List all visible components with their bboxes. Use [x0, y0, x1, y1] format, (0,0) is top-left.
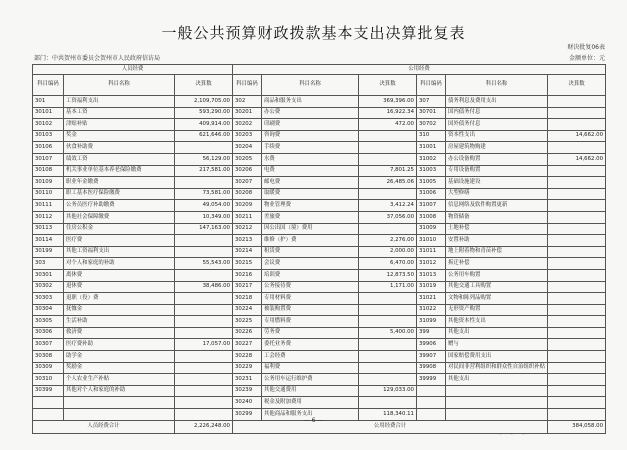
cell-name: 电费 — [262, 165, 359, 177]
cell-name: 公务接待费 — [262, 281, 359, 293]
table-row — [33, 142, 606, 154]
cell-code: 30211 — [233, 211, 262, 223]
cell-code: 30215 — [233, 258, 262, 270]
cell-name: 咨询费 — [262, 130, 359, 142]
cell-name: 其他交通费用 — [262, 385, 359, 397]
cell-code: 31019 — [417, 281, 446, 293]
cell-amount — [359, 293, 417, 305]
cell-amount — [548, 258, 606, 270]
cell-code: 30228 — [233, 351, 262, 363]
cell-code: 30310 — [33, 374, 64, 386]
table-row — [33, 362, 606, 374]
cell-name: 退休费 — [64, 281, 175, 293]
cell-name: 公务用车运行维护费 — [262, 374, 359, 386]
cell-name: 其他交通工具购置 — [446, 281, 548, 293]
cell-amount — [175, 351, 233, 363]
cell-name: 委托业务费 — [262, 339, 359, 351]
cell-name: 工资福利支出 — [64, 96, 175, 108]
cell-code: 30306 — [33, 327, 64, 339]
cell-name: 其他社会保障缴费 — [64, 211, 175, 223]
cell-code: 30231 — [233, 374, 262, 386]
cell-name — [64, 397, 175, 409]
cell-name: 职业年金缴费 — [64, 177, 175, 189]
cell-code: 30224 — [233, 304, 262, 316]
cell-name: 水费 — [262, 153, 359, 165]
cell-name: 劳务费 — [262, 327, 359, 339]
public-header: 公用经费 — [233, 65, 606, 75]
cell-name: 其他工资福利支出 — [64, 246, 175, 258]
cell-name: 会议费 — [262, 258, 359, 270]
page-number: — 6 — — [303, 417, 324, 424]
cell-amount: 6,470.00 — [359, 258, 417, 270]
cell-name: 住房公积金 — [64, 223, 175, 235]
cell-amount — [548, 200, 606, 212]
cell-amount: 12,873.50 — [359, 269, 417, 281]
col-name-header: 科目名称 — [262, 75, 359, 96]
cell-code: 30103 — [33, 130, 64, 142]
cell-code: 30302 — [33, 281, 64, 293]
cell-amount — [175, 142, 233, 154]
cell-amount — [175, 304, 233, 316]
cell-code: 30303 — [33, 293, 64, 305]
cell-name: 办公设备购置 — [446, 153, 548, 165]
cell-amount — [175, 177, 233, 189]
cell-code: 30304 — [33, 304, 64, 316]
cell-amount — [359, 397, 417, 409]
cell-name: 生活补助 — [64, 316, 175, 328]
cell-code: 30309 — [33, 362, 64, 374]
cell-amount — [548, 351, 606, 363]
cell-code: 39999 — [417, 374, 446, 386]
cell-name: 对个人和家庭的补助 — [64, 258, 175, 270]
cell-amount — [359, 304, 417, 316]
cell-code: 30106 — [33, 142, 64, 154]
cell-amount — [548, 177, 606, 189]
cell-amount: 14,662.00 — [548, 130, 606, 142]
cell-amount — [548, 269, 606, 281]
cell-amount — [359, 223, 417, 235]
table-row — [33, 246, 606, 258]
table-row — [33, 269, 606, 281]
cell-name: 离休费 — [64, 269, 175, 281]
cell-amount: 118,340.11 — [359, 409, 417, 421]
cell-code: 30701 — [417, 107, 446, 119]
cell-amount — [548, 339, 606, 351]
cell-name: 基本工资 — [64, 107, 175, 119]
cell-name: 租赁费 — [262, 246, 359, 258]
cell-code: 30308 — [33, 351, 64, 363]
cell-code: 31002 — [417, 153, 446, 165]
cell-code: 302 — [233, 96, 262, 108]
cell-code: 30218 — [233, 293, 262, 305]
cell-amount — [359, 374, 417, 386]
col-code-header: 科目编码 — [33, 75, 64, 96]
cell-code: 30204 — [233, 142, 262, 154]
cell-code: 30202 — [233, 119, 262, 131]
cell-amount — [548, 362, 606, 374]
cell-code: 30239 — [233, 385, 262, 397]
cell-name: 资本性支出 — [446, 130, 548, 142]
cell-amount: 38,486.00 — [175, 281, 233, 293]
document-title: 一般公共预算财政拨款基本支出决算批复表 — [161, 24, 466, 42]
cell-amount — [175, 293, 233, 305]
cell-code: 30214 — [233, 246, 262, 258]
cell-code: 30201 — [233, 107, 262, 119]
col-name-header: 科目名称 — [64, 75, 175, 96]
cell-name: 救济费 — [64, 327, 175, 339]
cell-code — [33, 397, 64, 409]
cell-name: 其他支出 — [446, 374, 548, 386]
table-row — [33, 96, 606, 108]
cell-amount: 5,400.00 — [359, 327, 417, 339]
cell-amount — [175, 235, 233, 247]
cell-code: 31007 — [417, 200, 446, 212]
cell-code: 31009 — [417, 223, 446, 235]
cell-amount — [548, 327, 606, 339]
table-row — [33, 223, 606, 235]
cell-amount: 26,485.06 — [359, 177, 417, 189]
cell-code: 30226 — [233, 327, 262, 339]
cell-code: 31010 — [417, 235, 446, 247]
cell-name: 差旅费 — [262, 211, 359, 223]
cell-amount — [548, 211, 606, 223]
cell-code: 30213 — [233, 235, 262, 247]
cell-name: 拆迁补偿 — [446, 258, 548, 270]
cell-amount — [548, 119, 606, 131]
cell-code: 30199 — [33, 246, 64, 258]
cell-name: 无形资产购置 — [446, 304, 548, 316]
col-code-header: 科目编码 — [233, 75, 262, 96]
personnel-total-value: 2,226,248.00 — [175, 420, 233, 433]
cell-name: 退职（役）费 — [64, 293, 175, 305]
cell-amount: 16,922.34 — [359, 107, 417, 119]
col-amount-header: 决算数 — [359, 75, 417, 96]
cell-code: 30209 — [233, 200, 262, 212]
cell-amount — [548, 293, 606, 305]
cell-name: 津贴补贴 — [64, 119, 175, 131]
cell-code: 30203 — [233, 130, 262, 142]
cell-amount — [359, 188, 417, 200]
cell-code: 30112 — [33, 211, 64, 223]
cell-name: 其他资本性支出 — [446, 316, 548, 328]
cell-code: 30227 — [233, 339, 262, 351]
cell-amount — [175, 374, 233, 386]
cell-amount — [548, 281, 606, 293]
cell-amount — [175, 362, 233, 374]
scan-marks: · · · — [500, 432, 528, 438]
cell-name: 公务员医疗补助缴费 — [64, 200, 175, 212]
cell-amount — [359, 362, 417, 374]
table-row — [33, 153, 606, 165]
cell-amount — [175, 269, 233, 281]
cell-name: 国家赔偿费用支出 — [446, 351, 548, 363]
cell-amount — [548, 316, 606, 328]
table-code: 财決批复06表 — [567, 44, 605, 51]
cell-name: 地上附着物和青苗补偿 — [446, 246, 548, 258]
cell-code: 31022 — [417, 304, 446, 316]
cell-code — [417, 385, 446, 397]
cell-code: 30205 — [233, 153, 262, 165]
personnel-total-label: 人员经费合计 — [33, 420, 175, 433]
cell-amount: 10,349.00 — [175, 211, 233, 223]
cell-name: 国外债务付息 — [446, 119, 548, 131]
cell-name: 个人农业生产补贴 — [64, 374, 175, 386]
cell-amount: 147,163.00 — [175, 223, 233, 235]
cell-code: 31001 — [417, 142, 446, 154]
cell-code: 30113 — [33, 223, 64, 235]
cell-code: 39906 — [417, 339, 446, 351]
cell-code — [417, 397, 446, 409]
cell-code: 39908 — [417, 362, 446, 374]
cell-name: 手续费 — [262, 142, 359, 154]
cell-name: 培训费 — [262, 269, 359, 281]
table-row — [33, 211, 606, 223]
cell-name: 其他支出 — [446, 327, 548, 339]
cell-amount — [175, 385, 233, 397]
cell-name: 工会经费 — [262, 351, 359, 363]
cell-code: 30109 — [33, 177, 64, 189]
cell-code: 31011 — [417, 246, 446, 258]
cell-amount: 56,129.00 — [175, 153, 233, 165]
cell-name: 印刷费 — [262, 119, 359, 131]
cell-amount: 49,054.00 — [175, 200, 233, 212]
cell-code: 31006 — [417, 188, 446, 200]
col-amount-header: 决算数 — [175, 75, 233, 96]
cell-name: 取暖费 — [262, 188, 359, 200]
cell-name: 专用燃料费 — [262, 316, 359, 328]
cell-code: 31021 — [417, 293, 446, 305]
cell-amount: 129,033.00 — [359, 385, 417, 397]
cell-amount — [548, 107, 606, 119]
cell-name: 商品和服务支出 — [262, 96, 359, 108]
cell-amount — [359, 316, 417, 328]
cell-amount: 217,581.00 — [175, 165, 233, 177]
table-row — [33, 235, 606, 247]
cell-amount — [175, 397, 233, 409]
cell-amount — [359, 130, 417, 142]
cell-code: 30114 — [33, 235, 64, 247]
cell-amount — [359, 153, 417, 165]
cell-amount — [548, 235, 606, 247]
cell-amount — [548, 304, 606, 316]
cell-amount — [175, 246, 233, 258]
cell-amount: 55,543.00 — [175, 258, 233, 270]
cell-name: 大型修缮 — [446, 188, 548, 200]
table-row — [33, 130, 606, 142]
cell-name: 伙食补助费 — [64, 142, 175, 154]
cell-name: 赠与 — [446, 339, 548, 351]
cell-code: 31099 — [417, 316, 446, 328]
table-row — [33, 177, 606, 189]
cell-amount: 593,290.00 — [175, 107, 233, 119]
cell-code: 31008 — [417, 211, 446, 223]
cell-amount — [359, 351, 417, 363]
cell-name — [446, 397, 548, 409]
cell-code: 30206 — [233, 165, 262, 177]
cell-code: 301 — [33, 96, 64, 108]
cell-name: 职工基本医疗保险缴费 — [64, 188, 175, 200]
cell-code: 30107 — [33, 153, 64, 165]
cell-code: 30305 — [33, 316, 64, 328]
cell-code: 307 — [417, 96, 446, 108]
cell-name: 基础设施建设 — [446, 177, 548, 189]
cell-amount: 1,171.00 — [359, 281, 417, 293]
cell-amount: 472.00 — [359, 119, 417, 131]
cell-amount: 17,057.00 — [175, 339, 233, 351]
cell-name: 办公费 — [262, 107, 359, 119]
cell-amount — [548, 223, 606, 235]
cell-name: 物业管理费 — [262, 200, 359, 212]
cell-code: 30212 — [233, 223, 262, 235]
cell-amount: 2,276.00 — [359, 235, 417, 247]
cell-code: 30702 — [417, 119, 446, 131]
cell-code: 30207 — [233, 177, 262, 189]
cell-amount: 369,396.00 — [359, 96, 417, 108]
cell-amount: 14,662.00 — [548, 153, 606, 165]
col-name-header: 科目名称 — [446, 75, 548, 96]
department-label: 部门：中共贺州市委员会贺州市人民政府信访局 — [34, 55, 161, 62]
table-row — [33, 351, 606, 363]
cell-amount — [359, 339, 417, 351]
cell-amount — [548, 397, 606, 409]
cell-code: 30225 — [233, 316, 262, 328]
cell-code: 30108 — [33, 165, 64, 177]
table-row — [33, 316, 606, 328]
table-row — [33, 107, 606, 119]
table-row — [33, 304, 606, 316]
cell-code: 31005 — [417, 177, 446, 189]
table-row — [33, 293, 606, 305]
cell-code: 399 — [417, 327, 446, 339]
cell-name: 土地补偿 — [446, 223, 548, 235]
cell-name — [446, 385, 548, 397]
cell-amount: 2,109,705.00 — [175, 96, 233, 108]
table-row — [33, 188, 606, 200]
table-row — [33, 339, 606, 351]
cell-amount: 73,581.00 — [175, 188, 233, 200]
table-row — [33, 327, 606, 339]
cell-name: 物资储备 — [446, 211, 548, 223]
cell-code: 30307 — [33, 339, 64, 351]
public-total-label: 公用经费合计 — [233, 420, 548, 433]
cell-code: 31012 — [417, 258, 446, 270]
cell-name: 国内债务付息 — [446, 107, 548, 119]
cell-name: 维修（护）费 — [262, 235, 359, 247]
cell-name: 信息网络及软件购置更新 — [446, 200, 548, 212]
cell-code: 30102 — [33, 119, 64, 131]
personnel-header: 人员经费 — [33, 65, 233, 75]
cell-amount: 7,801.25 — [359, 165, 417, 177]
cell-name: 税金及附加费用 — [262, 397, 359, 409]
col-amount-header: 决算数 — [548, 75, 606, 96]
cell-name: 被装购置费 — [262, 304, 359, 316]
cell-amount — [359, 142, 417, 154]
cell-amount — [548, 246, 606, 258]
cell-code: 30110 — [33, 188, 64, 200]
cell-name: 奖金 — [64, 130, 175, 142]
table-row — [33, 258, 606, 270]
cell-amount — [548, 385, 606, 397]
cell-name: 文物和陈列品购置 — [446, 293, 548, 305]
cell-code: 30101 — [33, 107, 64, 119]
cell-amount: 3,412.24 — [359, 200, 417, 212]
cell-code: 30216 — [233, 269, 262, 281]
table-row — [33, 374, 606, 386]
cell-code: 30301 — [33, 269, 64, 281]
cell-name: 福利费 — [262, 362, 359, 374]
cell-code: 31013 — [417, 269, 446, 281]
expenditure-table — [32, 64, 606, 434]
cell-amount: 2,000.00 — [359, 246, 417, 258]
amount-unit: 金额单位：元 — [568, 55, 605, 62]
cell-amount: 621,646.00 — [175, 130, 233, 142]
cell-amount — [175, 316, 233, 328]
table-row — [33, 165, 606, 177]
cell-name: 因公出国（境）费用 — [262, 223, 359, 235]
cell-amount — [548, 188, 606, 200]
cell-amount — [548, 165, 606, 177]
cell-name: 医疗费 — [64, 235, 175, 247]
cell-name: 对民间非营利组织和群众性自治组织补贴 — [446, 362, 548, 374]
cell-code: 39907 — [417, 351, 446, 363]
cell-name: 医疗费补助 — [64, 339, 175, 351]
table-row — [33, 200, 606, 212]
table-row — [33, 385, 606, 397]
cell-name: 邮电费 — [262, 177, 359, 189]
cell-code: 30111 — [33, 200, 64, 212]
cell-code: 30229 — [233, 362, 262, 374]
cell-code: 30208 — [233, 188, 262, 200]
cell-name: 机关事业单位基本养老保险缴费 — [64, 165, 175, 177]
cell-name: 绩效工资 — [64, 153, 175, 165]
cell-name: 助学金 — [64, 351, 175, 363]
cell-code: 30299 — [233, 409, 262, 421]
cell-name: 房屋建筑物购建 — [446, 142, 548, 154]
cell-code: 30399 — [33, 385, 64, 397]
cell-amount: 409,914.00 — [175, 119, 233, 131]
public-total-value: 384,058.00 — [548, 420, 606, 433]
cell-code: 31003 — [417, 165, 446, 177]
table-row — [33, 397, 606, 409]
cell-code: 310 — [417, 130, 446, 142]
table-row — [33, 119, 606, 131]
cell-amount — [548, 96, 606, 108]
cell-amount — [175, 327, 233, 339]
cell-code: 30217 — [233, 281, 262, 293]
cell-amount — [548, 142, 606, 154]
cell-code: 303 — [33, 258, 64, 270]
cell-name: 专用设备购置 — [446, 165, 548, 177]
cell-amount — [548, 374, 606, 386]
cell-amount: 37,056.00 — [359, 211, 417, 223]
cell-name: 公务用车购置 — [446, 269, 548, 281]
cell-name: 其他对个人和家庭的补助 — [64, 385, 175, 397]
cell-name: 其他商品和服务支出 — [262, 409, 359, 421]
cell-name: 债务利息及费用支出 — [446, 96, 548, 108]
cell-name: 专用材料费 — [262, 293, 359, 305]
cell-code: 30240 — [233, 397, 262, 409]
cell-name: 抚恤金 — [64, 304, 175, 316]
cell-name: 奖励金 — [64, 362, 175, 374]
col-code-header: 科目编码 — [417, 75, 446, 96]
table-row — [33, 281, 606, 293]
cell-name: 安置补助 — [446, 235, 548, 247]
